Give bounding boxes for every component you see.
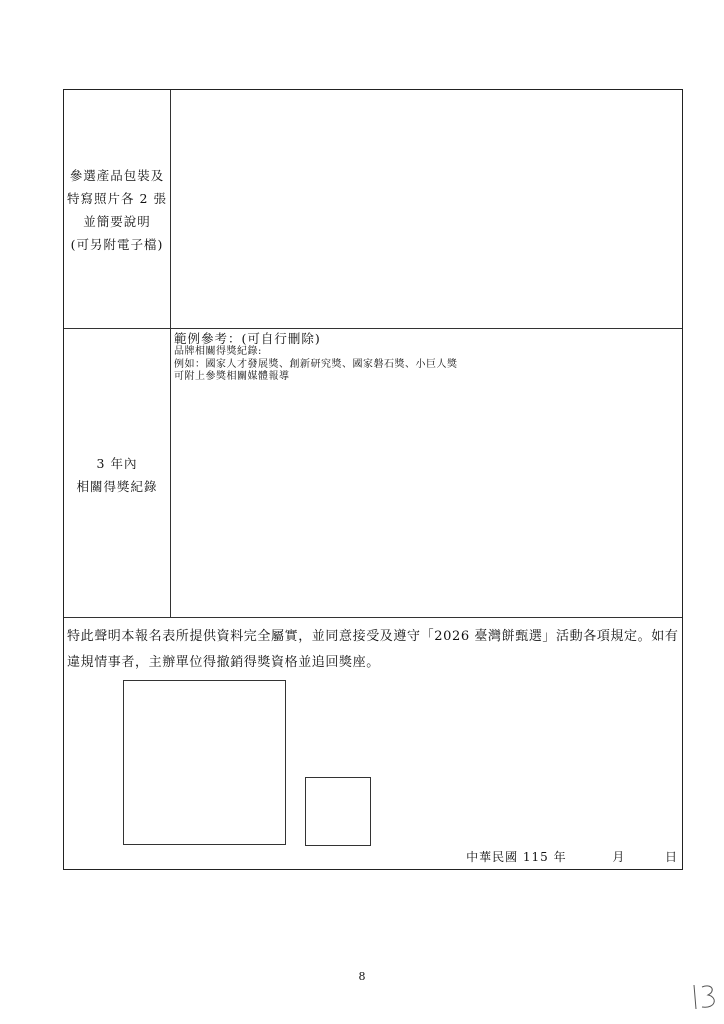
award-records-label-line: 3 年內 xyxy=(96,456,138,471)
award-records-label xyxy=(64,452,170,498)
product-photos-label-line: 參選產品包裝及 xyxy=(69,168,165,183)
example-title: 範例參考：(可自行刪除) xyxy=(174,331,321,346)
signing-date xyxy=(466,848,678,865)
handwritten-page-mark xyxy=(688,979,722,1013)
example-line: 可附上參獎相關媒體報導 xyxy=(174,371,290,382)
date-year-unit: 年 xyxy=(553,850,567,864)
product-photos-label-line: 特寫照片各 2 張 xyxy=(67,191,167,206)
date-era: 中華民國 xyxy=(466,850,519,864)
row-divider-2 xyxy=(64,617,682,618)
declaration-line: 違規情事者，主辦單位得撤銷得獎資格並追回獎座。 xyxy=(67,655,380,670)
date-day-unit: 日 xyxy=(664,850,678,864)
application-form-table xyxy=(63,89,683,870)
example-line: 品牌相關得獎紀錄: xyxy=(174,346,262,357)
product-photos-label-line: 並簡要說明 xyxy=(83,214,151,229)
award-records-label-line: 相關得獎紀錄 xyxy=(76,479,158,494)
example-reference xyxy=(174,331,674,384)
representative-seal-box[interactable] xyxy=(305,777,371,846)
product-photos-label-line: (可另附電子檔) xyxy=(70,237,164,252)
example-line: 例如：國家人才發展獎、創新研究獎、國家磐石獎、小巨人獎 xyxy=(174,358,458,370)
page-number: 8 xyxy=(358,970,366,983)
company-seal-box[interactable] xyxy=(123,680,286,845)
date-year: 115 xyxy=(522,850,549,864)
product-photos-cell[interactable] xyxy=(171,90,682,328)
declaration-line: 特此聲明本報名表所提供資料完全屬實，並同意接受及遵守「2026 臺灣餅甄選」活動各項規定。如有 xyxy=(67,629,679,644)
declaration-text xyxy=(67,624,679,676)
product-photos-label xyxy=(64,164,170,256)
date-month-unit: 月 xyxy=(612,850,626,864)
